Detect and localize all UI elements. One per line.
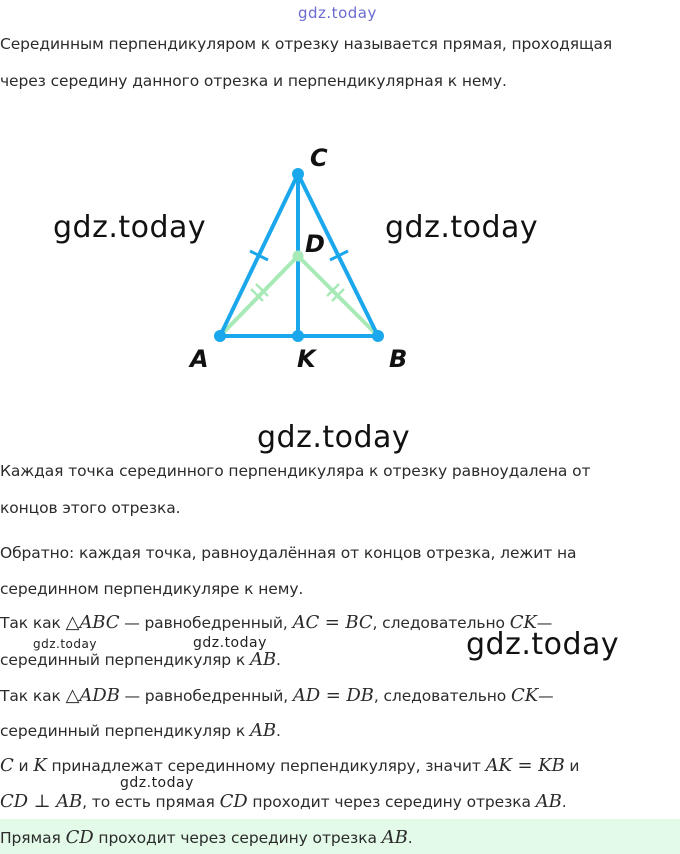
label-d: D [305, 230, 325, 258]
step1-line-2: серединный перпендикуляр к AB. [0, 649, 281, 670]
watermark-right-2: gdz.today [466, 627, 620, 662]
watermark-small-2: gdz.today [193, 635, 267, 651]
definition-line-2: через середину данного отрезка и перпендикулярная к нему. [0, 72, 507, 90]
watermark-left: gdz.today [53, 210, 207, 245]
step1-line-1: Так как △ABC — равнобедренный, AC = BC, следовательно CK— [0, 612, 553, 633]
step2-line-1: Так как △ADB — равнобедренный, AD = DB, следовательно CK— [0, 685, 554, 706]
label-b: B [389, 345, 408, 373]
point-a [214, 330, 226, 342]
property-line-1: Каждая точка серединного перпендикуляра к отрезку равноудалена от [0, 462, 591, 480]
definition-line-1: Серединным перпендикуляром к отрезку называется прямая, проходящая [0, 35, 613, 53]
label-a: A [190, 345, 209, 373]
watermark-small-3: gdz.today [120, 775, 194, 791]
watermark-small-1: gdz.today [33, 637, 97, 651]
label-c: C [310, 144, 328, 172]
point-b [372, 330, 384, 342]
step2-line-2: серединный перпендикуляр к AB. [0, 720, 281, 741]
point-c [292, 168, 304, 180]
step3-line-1: C и K принадлежат серединному перпендикуляру, значит AK = KB и [0, 755, 580, 776]
step3-line-2: CD ⊥ AB, то есть прямая CD проходит через середину отрезка AB. [0, 791, 567, 812]
conclusion-line: Прямая CD проходит через середину отрезка AB. [0, 827, 413, 848]
point-d [293, 251, 304, 262]
converse-line-1: Обратно: каждая точка, равноудалённая от концов отрезка, лежит на [0, 544, 577, 562]
watermark-top: gdz.today [298, 4, 377, 22]
converse-line-2: серединном перпендикуляре к нему. [0, 580, 304, 598]
point-k [292, 330, 304, 342]
property-line-2: концов этого отрезка. [0, 499, 181, 517]
label-k: K [297, 345, 316, 373]
watermark-center: gdz.today [257, 420, 411, 455]
watermark-right: gdz.today [385, 210, 539, 245]
